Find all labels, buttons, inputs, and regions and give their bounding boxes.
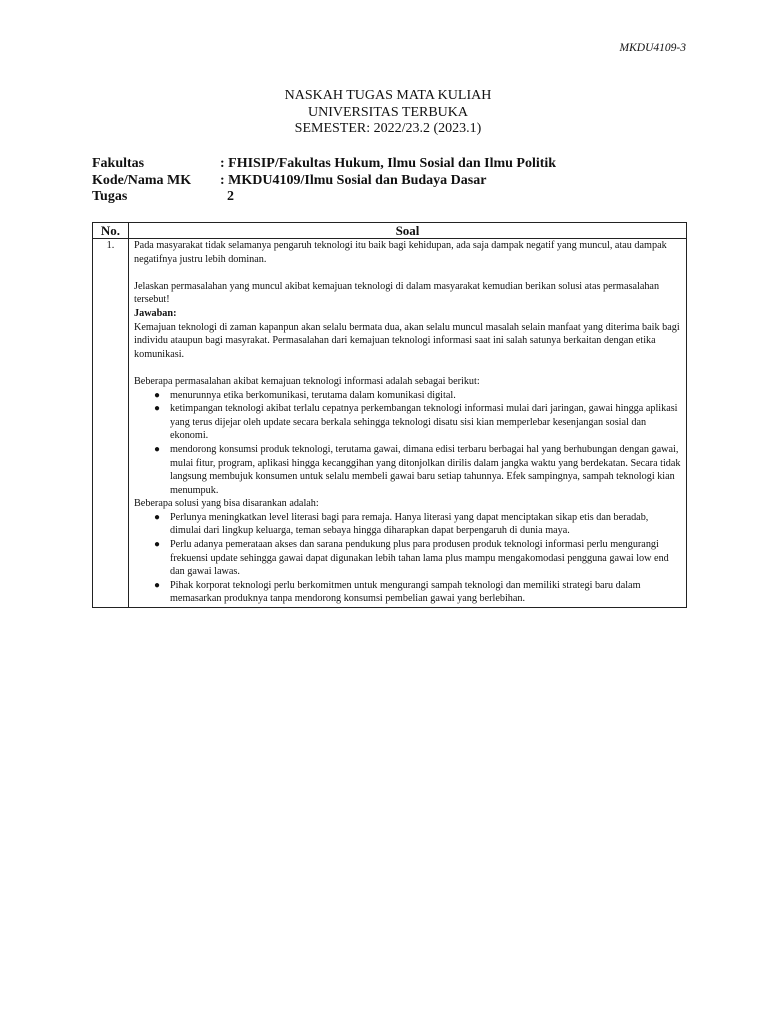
tugas-label: Tugas [92, 189, 128, 204]
problem-text: mendorong konsumsi produk teknologi, terutama gawai, dimana edisi terbaru berbagai hal yang berhubungan dengan gawai, mulai fitur, program, aplikasi hingga kecanggihan yang ditonjolkan dirilis dalam jangka waktu yang berdekatan. Secara tidak langsung membujuk konsumen untuk selalu membeli gawai baru setiap tahunnya. Efek sampingnya, sampah teknologi kian menumpuk. [170, 443, 681, 496]
fakultas-value: : FHISIP/Fakultas Hukum, Ilmu Sosial dan Ilmu Politik [220, 156, 557, 171]
title-line-1: NASKAH TUGAS MATA KULIAH [284, 88, 492, 103]
problem-text: menurunnya etika berkomunikasi, terutama dalam komunikasi digital. [170, 389, 456, 401]
header-no: No. [93, 223, 129, 239]
course-info [92, 156, 556, 206]
list-item [134, 402, 682, 443]
document-title [0, 88, 768, 138]
title-line-2: UNIVERSITAS TERBUKA [307, 104, 468, 120]
soal-cell [129, 239, 687, 608]
list-item [134, 443, 682, 497]
solution-text: Perlunya meningkatkan level literasi bagi para remaja. Hanya literasi yang dapat menciptakan sikap etis dan beradab, dimulai dari lingkup keluarga, teman sebaya hingga diharapkan dapat berpengaruh di dunia maya. [170, 511, 649, 537]
header-soal: Soal [129, 223, 687, 239]
tugas-value: 2 [227, 189, 234, 204]
kode-label: Kode/Nama MK [92, 172, 192, 188]
problems-list [134, 389, 682, 498]
question-table [92, 222, 687, 608]
bullet-icon: ● [154, 539, 161, 551]
bullet-icon: ● [154, 511, 161, 523]
solution-text: Pihak korporat teknologi perlu berkomitmen untuk mengurangi sampah teknologi dan memiliki strategi baru dalam memasarkan produknya tanpa mendorong konsumsi pembelian gawai yang berlebihan. [170, 579, 641, 605]
title-line-3: SEMESTER: 2022/23.2 (2023.1) [294, 121, 482, 136]
question-text: Jelaskan permasalahan yang muncul akibat kemajuan teknologi di dalam masyarakat kemudian berikan solusi atas permasalahan tersebut! [134, 280, 660, 306]
answer-paragraph: Kemajuan teknologi di zaman kapanpun akan selalu bermata dua, akan selalu muncul masalah selain manfaat yang diterima baik bagi individu ataupun bagi masyrakat. Permasalahan dari kemajuan teknologi informasi saat ini salah satunya berkaitan dengan etika komunikasi. [134, 321, 680, 360]
list-item [134, 389, 682, 403]
solutions-intro: Beberapa solusi yang bisa disarankan adalah: [134, 498, 319, 510]
kode-value: : MKDU4109/Ilmu Sosial dan Budaya Dasar [220, 172, 487, 188]
kode-row [92, 173, 556, 190]
solutions-list [134, 511, 682, 606]
bullet-icon: ● [154, 443, 161, 455]
document-code: MKDU4109-3 [619, 42, 686, 54]
tugas-row [92, 189, 556, 206]
problem-text: ketimpangan teknologi akibat terlalu cepatnya perkembangan teknologi informasi mulai dari jaringan, gawai hingga aplikasi yang terus dijejar oleh update secara berkala sehingga teknologi disatu sisi kian memperlebar kesenjangan sosial dan ekonomi. [170, 403, 678, 442]
table-header-row [93, 223, 687, 239]
problems-intro: Beberapa permasalahan akibat kemajuan teknologi informasi adalah sebagai berikut: [134, 375, 480, 387]
table-row [93, 239, 687, 608]
intro-text: Pada masyarakat tidak selamanya pengaruh teknologi itu baik bagi kehidupan, ada saja dampak negatif yang muncul, atau dampak negatifnya justru lebih dominan. [134, 240, 667, 265]
fakultas-label: Fakultas [92, 156, 145, 171]
list-item [134, 579, 682, 606]
bullet-icon: ● [154, 389, 161, 401]
answer-label: Jawaban: [134, 307, 177, 319]
list-item [134, 538, 682, 579]
list-item [134, 511, 682, 538]
solution-text: Perlu adanya pemerataan akses dan sarana pendukung plus para produsen produk teknologi informasi perlu mengurangi frekuensi update sehingga gawai dapat digunakan lebih tahan lama plus mampu mengakomodasi pengguna gawai low end dan gawai lawas. [170, 539, 669, 578]
bullet-icon: ● [154, 403, 161, 415]
fakultas-row [92, 156, 556, 173]
bullet-icon: ● [154, 579, 161, 591]
row-number: 1. [93, 239, 129, 608]
